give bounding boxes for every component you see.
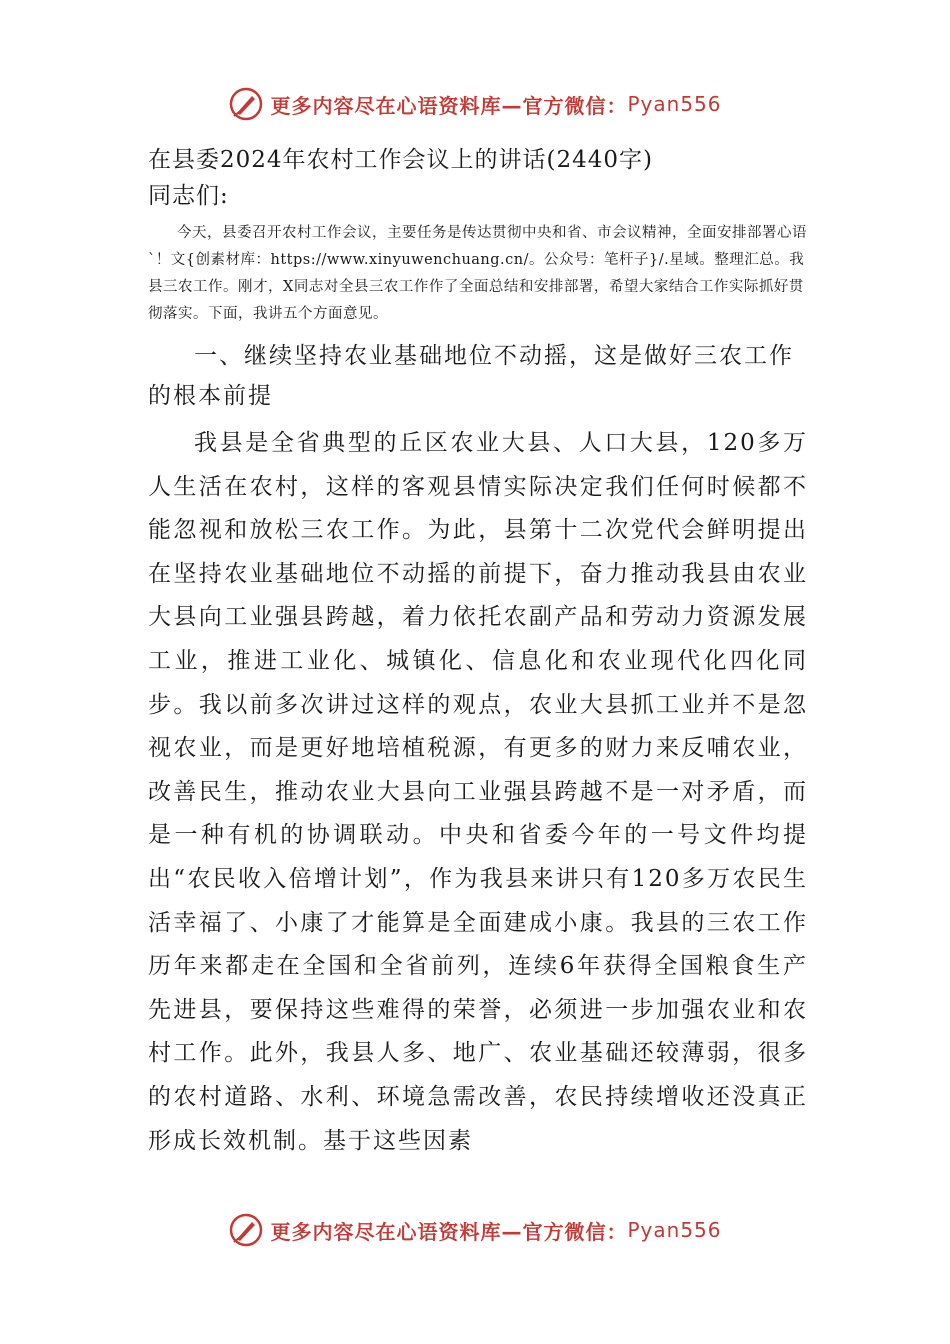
- intro-paragraph: 今天，县委召开农村工作会议，主要任务是传达贯彻中央和省、市会议精神，全面安排部署心语`！文{创素材库：https://www.xinyuwenchuang.cn/。公众号：笔杆子}/.星域。整理汇总。我县三农工作。刚才，X同志对全县三农工作作了全面总结和安排部署，希望大家结合工作实际抓好贯彻落实。下面，我讲五个方面意见。: [148, 225, 807, 322]
- body-paragraph: 我县是全省典型的丘区农业大县、人口大县，120多万人生活在农村，这样的客观县情实际决定我们任何时候都不能忽视和放松三农工作。为此，县第十二次党代会鲜明提出在坚持农业基础地位不动摇的前提下，奋力推动我县由农业大县向工业强县跨越，着力依托农副产品和劳动力资源发展工业，推进工业化、城镇化、信息化和农业现代化四化同步。我以前多次讲过这样的观点，农业大县抓工业并不是忽视农业，而是更好地培植税源，有更多的财力来反哺农业，改善民生，推动农业大县向工业强县跨越不是一对矛盾，而是一种有机的协调联动。中央和省委今年的一号文件均提出“农民收入倍增计划”，作为我县来讲只有120多万农民生活幸福了、小康了才能算是全面建成小康。我县的三农工作历年来都走在全国和全省前列，连续6年获得全国粮食生产先进县，要保持这些难得的荣誉，必须进一步加强农业和农村工作。此外，我县人多、地广、农业基础还较薄弱，很多的农村道路、水利、环境急需改善，农民持续增收还没真正形成长效机制。基于这些因素: [148, 430, 808, 1154]
- page-title: 在县委2024年农村工作会议上的讲话(2440字): [148, 147, 654, 173]
- footer-banner: [0, 1210, 950, 1250]
- document-body: [148, 140, 808, 1163]
- salutation: 同志们:: [148, 183, 229, 209]
- quill-pen-logo-icon: [228, 1212, 264, 1248]
- banner-wechat-id: Pyan556: [627, 92, 722, 116]
- banner-text: 更多内容尽在心语资料库—官方微信：: [270, 1219, 628, 1244]
- section-heading: 一、继续坚持农业基础地位不动摇，这是做好三农工作的根本前提: [148, 343, 794, 409]
- banner-wechat-id: Pyan556: [627, 1218, 722, 1242]
- header-banner: [0, 84, 950, 124]
- banner-text: 更多内容尽在心语资料库—官方微信：: [270, 93, 628, 118]
- quill-pen-logo-icon: [228, 86, 264, 122]
